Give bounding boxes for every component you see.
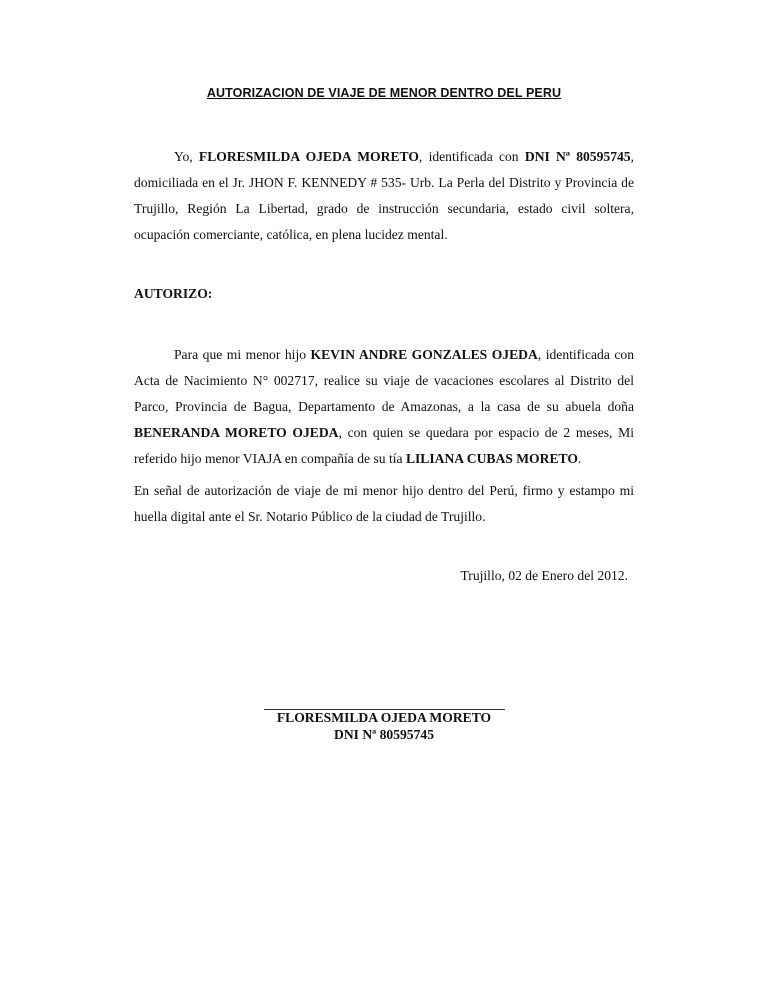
signature-name: FLORESMILDA OJEDA MORETO xyxy=(276,710,492,725)
closing-paragraph: En señal de autorización de viaje de mi menor hijo dentro del Perú, firmo y estampo mi huella digital ante el Sr. Notario Público de la ciudad de Trujillo. xyxy=(134,483,634,524)
paragraph2-text-2: , identificada con Acta de Nacimiento N° 002717, realice su viaje de vacaciones escolares al Distrito del Parco, Provincia de Bagua, Departamento de Amazonas, a la casa de su abuela doña xyxy=(134,347,635,414)
declarant-paragraph xyxy=(134,144,634,248)
document-title: AUTORIZACION DE VIAJE DE MENOR DENTRO DEL PERU xyxy=(206,86,562,100)
child-name: KEVIN ANDRE GONZALES OJEDA xyxy=(310,347,538,362)
paragraph2-text-1: Para que mi menor hijo xyxy=(174,347,311,362)
authorization-paragraph xyxy=(134,342,634,472)
paragraph1-text-3: , domiciliada en el Jr. JHON F. KENNEDY # 535- Urb. La Perla del Distrito y Provincia de Trujillo, Región La Libertad, grado de instrucción secundaria, estado civil soltera, ocupación comerciante, católica, en plena lucidez mental. xyxy=(134,149,634,242)
grandmother-name: BENERANDA MORETO OJEDA xyxy=(134,425,339,440)
paragraph1-text-1: Yo, xyxy=(174,149,199,164)
signature-dni: DNI Nª 80595745 xyxy=(334,727,434,742)
paragraph2-text-3: , con quien se quedara por espacio de 2 meses, Mi referido hijo menor VIAJA en compañía de su tía xyxy=(134,425,635,466)
declarant-dni: DNI Nª 80595745 xyxy=(524,149,631,164)
autorizo-heading: AUTORIZO: xyxy=(134,286,213,301)
aunt-name: LILIANA CUBAS MORETO xyxy=(405,451,578,466)
declarant-name: FLORESMILDA OJEDA MORETO xyxy=(198,149,419,164)
date-line: Trujillo, 02 de Enero del 2012. xyxy=(460,568,628,583)
paragraph2-text-4: . xyxy=(577,451,582,466)
paragraph1-text-2: , identificada con xyxy=(418,149,525,164)
